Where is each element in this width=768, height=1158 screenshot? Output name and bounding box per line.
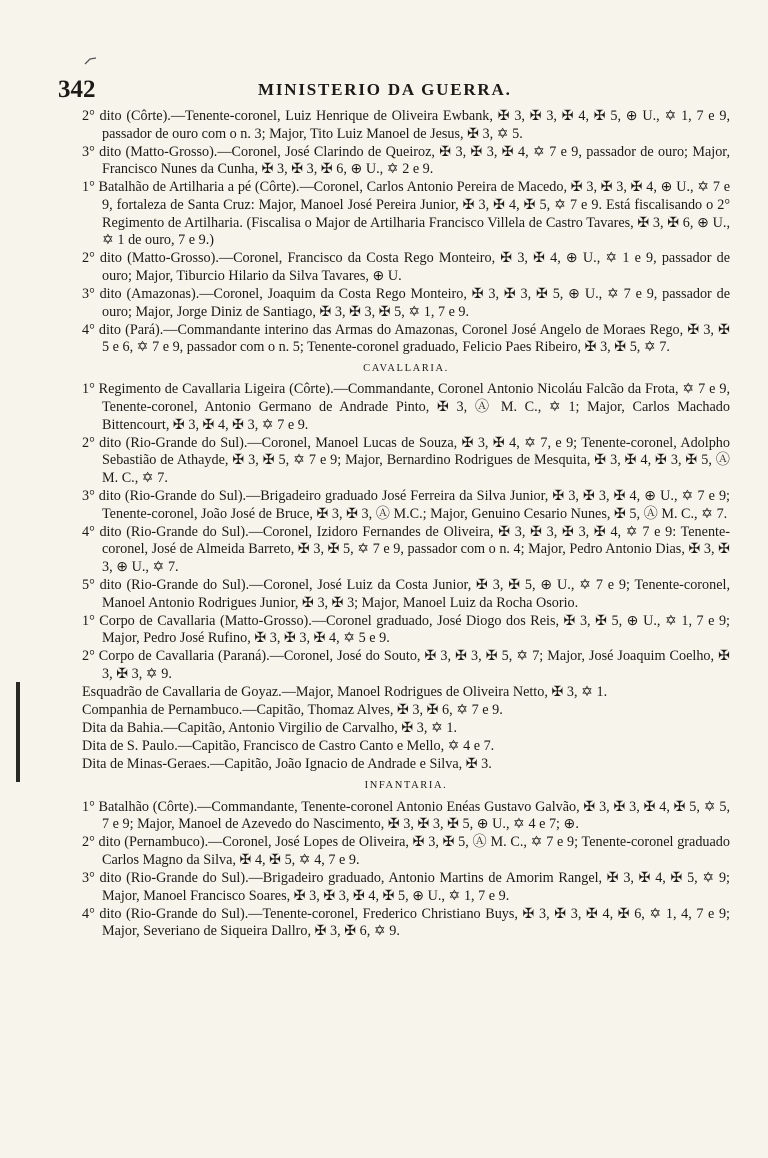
entry-cavallaria-4: 5° dito (Rio-Grande do Sul).—Coronel, José Luiz da Costa Junior, ✠ 3, ✠ 5, ⊕ U., ✡ 7 e 9; Tenente-coronel, Manoel Antonio Rodrigues Junior, ✠ 3, ✠ 3; Major, Manoel Luiz da Rocha Osorio. xyxy=(82,576,730,611)
entry-top-3: 2° dito (Matto-Grosso).—Coronel, Francisco da Costa Rego Monteiro, ✠ 3, ✠ 4, ⊕ U., ✡ 1 e 9, passador de ouro; Major, Tiburcio Hilario da Silva Tavares, ⊕ U. xyxy=(82,250,730,284)
entry-cavallaria-6: 2° Corpo de Cavallaria (Paraná).—Coronel, José do Souto, ✠ 3, ✠ 3, ✠ 5, ✡ 7; Major, José Joaquim Coelho, ✠ 3, ✠ 3, ✡ 9. xyxy=(82,648,730,682)
entry-top-5: 4° dito (Pará).—Commandante interino das Armas do Amazonas, Coronel José Angelo de Moraes Rego, ✠ 3, ✠ 5 e 6, ✡ 7 e 9, passador com o n. 5; Tenente-coronel graduado, Felicio Paes Ribeiro, ✠ 3, ✠ 5, ✡ 7. xyxy=(82,321,730,356)
section-title-cavallaria: CAVALLARIA. xyxy=(363,362,449,374)
entry-cavallaria-9: Dita da Bahia.—Capitão, Antonio Virgilio de Carvalho, ✠ 3, ✡ 1. xyxy=(82,720,458,737)
page-number: 342 xyxy=(58,76,96,103)
entry-top-4: 3° dito (Amazonas).—Coronel, Joaquim da Costa Rego Monteiro, ✠ 3, ✠ 3, ✠ 5, ⊕ U., ✡ 7 e 9, passador de ouro; Major, Jorge Diniz de Santiago, ✠ 3, ✠ 3, ✠ 5, ✡ 1, 7 e 9. xyxy=(82,285,730,320)
entry-cavallaria-3: 4° dito (Rio-Grande do Sul).—Coronel, Izidoro Fernandes de Oliveira, ✠ 3, ✠ 3, ✠ 3, ✠ 4, ✡ 7 e 9: Tenente-coronel, José de Almeida Barreto, ✠ 3, ✠ 5, ✡ 7 e 9, passador com o n. 4; Major, Pedro Antonio Dias, ✠ 3, ✠ 3, ⊕ U., ✡ 7. xyxy=(82,523,730,575)
entry-cavallaria-5: 1° Corpo de Cavallaria (Matto-Grosso).—Coronel graduado, José Diogo dos Reis, ✠ 3, ✠ 5, ⊕ U., ✡ 1, 7 e 9; Major, Pedro José Rufino, ✠ 3, ✠ 3, ✠ 4, ✡ 5 e 9. xyxy=(82,612,730,647)
stray-mark-icon xyxy=(84,56,98,66)
entry-infantaria-2: 3° dito (Rio-Grande do Sul).—Brigadeiro graduado, Antonio Martins de Amorim Rangel, ✠ 3, ✠ 4, ✠ 5, ✡ 9; Major, Manoel Francisco Soares, ✠ 3, ✠ 3, ✠ 4, ✠ 5, ⊕ U., ✡ 1, 7 e 9. xyxy=(82,869,730,904)
entry-cavallaria-8: Companhia de Pernambuco.—Capitão, Thomaz Alves, ✠ 3, ✠ 6, ✡ 7 e 9. xyxy=(82,702,503,719)
body-text xyxy=(82,108,730,941)
entry-cavallaria-0: 1° Regimento de Cavallaria Ligeira (Côrte).—Commandante, Coronel Antonio Nicoláu Falcão da Frota, ✡ 7 e 9, Tenente-coronel, Antonio Germano de Andrade Pinto, ✠ 3, Ⓐ M. C., ✡ 1; Major, Carlos Machado Bittencourt, ✠ 3, ✠ 4, ✠ 3, ✡ 7 e 9. xyxy=(82,381,730,433)
entry-top-0: 2° dito (Côrte).—Tenente-coronel, Luiz Henrique de Oliveira Ewbank, ✠ 3, ✠ 3, ✠ 4, ✠ 5, ⊕ U., ✡ 1, 7 e 9, passador de ouro com o n. 3; Major, Tito Luiz Manoel de Jesus, ✠ 3, ✡ 5. xyxy=(82,108,730,142)
entry-top-2: 1° Batalhão de Artilharia a pé (Côrte).—Coronel, Carlos Antonio Pereira de Macedo, ✠ 3, ✠ 3, ✠ 4, ⊕ U., ✡ 7 e 9, fortaleza de Santa Cruz: Major, Manoel José Pereira Junior, ✠ 3, ✠ 4, ✠ 5, ✡ 7 e 9. Está fiscalisando o 2° Regimento de Artilharia. (Fiscalisa o Major de Artilharia Francisco Villela de Castro Tavares, ✠ 3, ✠ 6, ⊕ U., ✡ 1 de ouro, 7 e 9.) xyxy=(82,179,730,249)
margin-ink-mark xyxy=(16,682,20,782)
entry-cavallaria-11: Dita de Minas-Geraes.—Capitão, João Ignacio de Andrade e Silva, ✠ 3. xyxy=(82,756,492,773)
entry-cavallaria-2: 3° dito (Rio-Grande do Sul).—Brigadeiro graduado José Ferreira da Silva Junior, ✠ 3, ✠ 3, ✠ 4, ⊕ U., ✡ 7 e 9; Tenente-coronel, João José de Bruce, ✠ 3, ✠ 3, Ⓐ M.C.; Major, Genuino Cesario Nunes, ✠ 5, Ⓐ M. C., ✡ 7. xyxy=(82,487,730,522)
section-title-infantaria: INFANTARIA. xyxy=(364,779,448,791)
entry-cavallaria-7: Esquadrão de Cavallaria de Goyaz.—Major, Manoel Rodrigues de Oliveira Netto, ✠ 3, ✡ 1. xyxy=(82,684,608,700)
entry-cavallaria-1: 2° dito (Rio-Grande do Sul).—Coronel, Manoel Lucas de Souza, ✠ 3, ✠ 4, ✡ 7, e 9; Tenente-coronel, Adolpho Sebastião de Athayde, ✠ 3, ✠ 5, ✡ 7 e 9; Major, Bernardino Rodrigues de Mesquita, ✠ 3, ✠ 4, ✠ 3, ✠ 5, Ⓐ M. C., ✡ 7. xyxy=(82,434,730,486)
entry-top-1: 3° dito (Matto-Grosso).—Coronel, José Clarindo de Queiroz, ✠ 3, ✠ 3, ✠ 4, ✡ 7 e 9, passador de ouro; Major, Francisco Nunes da Cunha, ✠ 3, ✠ 3, ✠ 6, ⊕ U., ✡ 2 e 9. xyxy=(82,143,730,178)
page-header xyxy=(58,76,718,110)
entry-infantaria-3: 4° dito (Rio-Grande do Sul).—Tenente-coronel, Frederico Christiano Buys, ✠ 3, ✠ 3, ✠ 4, ✠ 6, ✡ 1, 4, 7 e 9; Major, Severiano de Siqueira Dallro, ✠ 3, ✠ 6, ✡ 9. xyxy=(82,905,730,940)
entry-cavallaria-10: Dita de S. Paulo.—Capitão, Francisco de Castro Canto e Mello, ✡ 4 e 7. xyxy=(82,738,495,755)
entry-infantaria-0: 1° Batalhão (Côrte).—Commandante, Tenente-coronel Antonio Enéas Gustavo Galvão, ✠ 3, ✠ 3, ✠ 4, ✠ 5, ✡ 5, 7 e 9; Major, Manoel de Azevedo do Nascimento, ✠ 3, ✠ 3, ✠ 5, ⊕ U., ✡ 4 e 7; ⊕. xyxy=(82,798,730,833)
entry-infantaria-1: 2° dito (Pernambuco).—Coronel, José Lopes de Oliveira, ✠ 3, ✠ 5, Ⓐ M. C., ✡ 7 e 9; Tenente-coronel graduado Carlos Magno da Silva, ✠ 4, ✠ 5, ✡ 4, 7 e 9. xyxy=(82,834,730,868)
running-head: MINISTERIO DA GUERRA. xyxy=(258,80,512,99)
